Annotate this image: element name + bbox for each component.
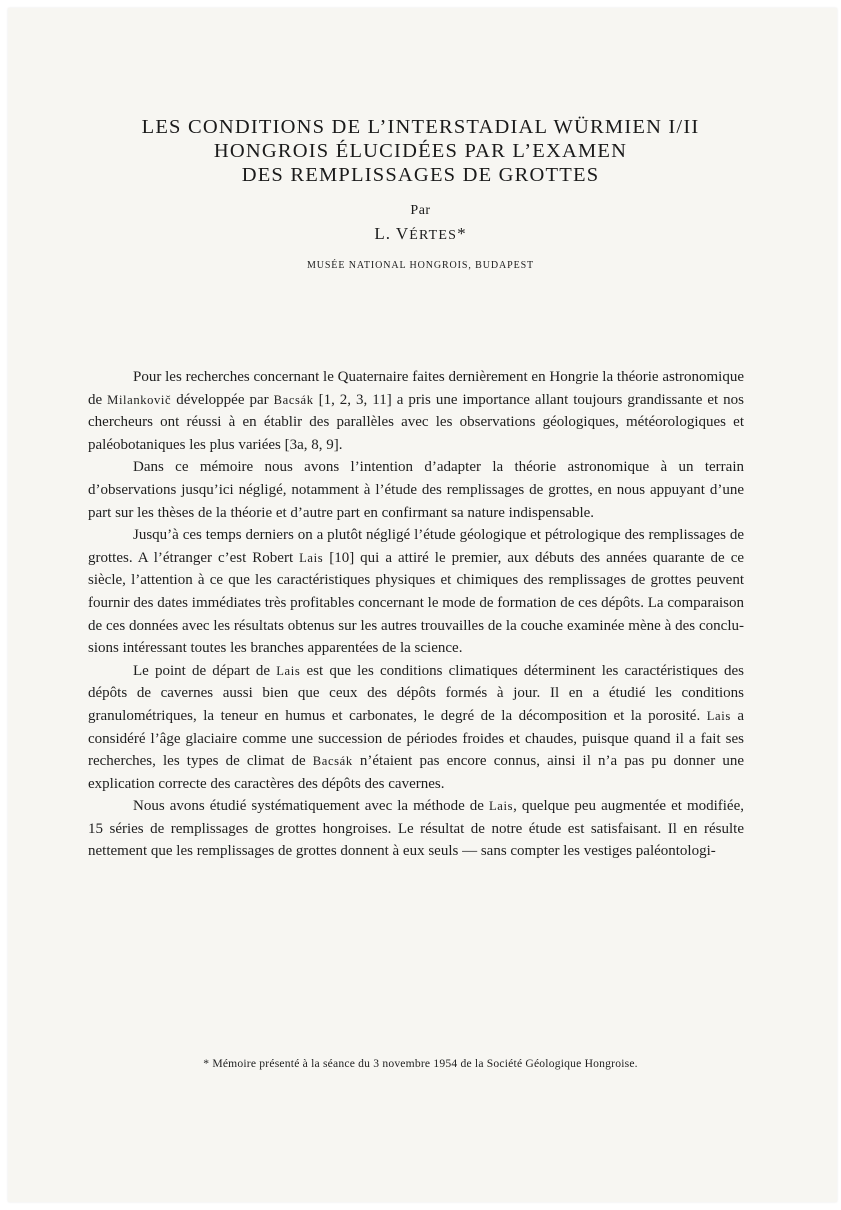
footnote: * Mémoire présenté à la séance du 3 novembre 1954 de la Société Géologique Hongroise. <box>203 1057 638 1070</box>
p1-name-milankovic: Milankovič <box>107 392 172 407</box>
author-surname-rest: ÉRTES <box>409 228 458 243</box>
paragraph-3 <box>88 524 744 660</box>
title-line-3: DES REMPLISSAGES DE GROTTES <box>241 164 600 186</box>
p1-text-c: [1, 2, 3, 11] a pris une importance allant toujours grandissante et nos chercheurs ont réussi à en établir des parallèles avec les observations géologiques, météorologiques et paléobotaniques les plus variées [3a, 8, 9]. <box>88 391 744 453</box>
p5-text-a: Nous avons étudié systématiquement avec la méthode de <box>133 798 489 815</box>
p4-text-d: n’étaient pas encore connus, ainsi il n’a pas pu donner une explication correcte des caractères des dépôts des cavernes. <box>88 753 744 792</box>
author-initial: L. V <box>374 224 410 243</box>
body-text <box>88 366 744 863</box>
author-name <box>0 224 841 244</box>
p4-name-lais-1: Lais <box>276 663 301 678</box>
byline-par: Par <box>410 203 431 218</box>
title-line-2: HONGROIS ÉLUCIDÉES PAR L’EXAMEN <box>213 140 628 162</box>
p1-text-b: développée par <box>171 391 274 408</box>
p1-name-bacsak: Bacsák <box>273 392 314 407</box>
p4-text-b: est que les conditions climatiques déterminent les caractéristiques des dépôts de cavernes aussi bien que ceux des dépôts formés à jour. Il en a étudié les conditions granulométriques, la teneur en humus et carbonates, le degré de la décomposition et la porosité. <box>88 662 744 724</box>
p4-name-lais-2: Lais <box>706 708 731 723</box>
p1-text-a: Pour les recherches concernant le Quaternaire faites dernièrement en Hongrie la théorie astronomique de <box>88 369 744 408</box>
p4-name-bacsak: Bacsák <box>312 754 353 769</box>
paragraph-1 <box>88 366 744 456</box>
paragraph-4 <box>88 660 744 796</box>
p4-text-a: Le point de départ de <box>133 662 277 679</box>
author-affiliation: MUSÉE NATIONAL HONGROIS, BUDAPEST <box>306 260 535 271</box>
title-line-1: LES CONDITIONS DE L’INTERSTADIAL WÜRMIEN I/II <box>141 116 700 138</box>
author-footnote-mark: * <box>457 224 467 243</box>
paragraph-5 <box>88 795 744 863</box>
article-title <box>0 115 841 187</box>
p3-name-lais: Lais <box>299 550 324 565</box>
paragraph-2: Dans ce mémoire nous avons l’intention d’adapter la théorie astronomique à un terrain d’observations jusqu’ici négligé, notamment à l’étude des remplissages de grottes, en nous appuyant d’une part sur les thèses de la théorie et d’autre part en confirmant sa nature indispensable. <box>88 459 744 521</box>
p3-text-a: Jusqu’à ces temps derniers on a plutôt négligé l’étude géologique et pétrologique des remplissages de grottes. A l’étranger c’est Robert <box>88 527 744 566</box>
p3-text-b: [10] qui a attiré le premier, aux débuts des années quarante de ce siècle, l’attention à ce que les caractéristiques physiques et chimiques des remplissages de grottes peuvent fournir des dates immédiates très profitables concernant le mode de formation de ces dépôts. La comparaison de ces données avec les résultats obtenus sur les autres trouvailles de la couche examinée mène à des conclusions intéressant toutes les branches apparentées de la science. <box>88 549 745 657</box>
p5-text-b: , quelque peu augmentée et modifiée, 15 séries de remplissages de grottes hongroises. Le résultat de notre étude est satisfaisant. Il en résulte nettement que les remplissages de grottes donnent à eux seuls — sans compter les vestiges paléontologi- <box>88 798 745 860</box>
p5-name-lais: Lais <box>489 799 514 814</box>
p4-text-c: a considéré l’âge glaciaire comme une succession de périodes froides et chaudes, puisque quand il a fait ses recherches, les types de climat de <box>88 707 744 770</box>
